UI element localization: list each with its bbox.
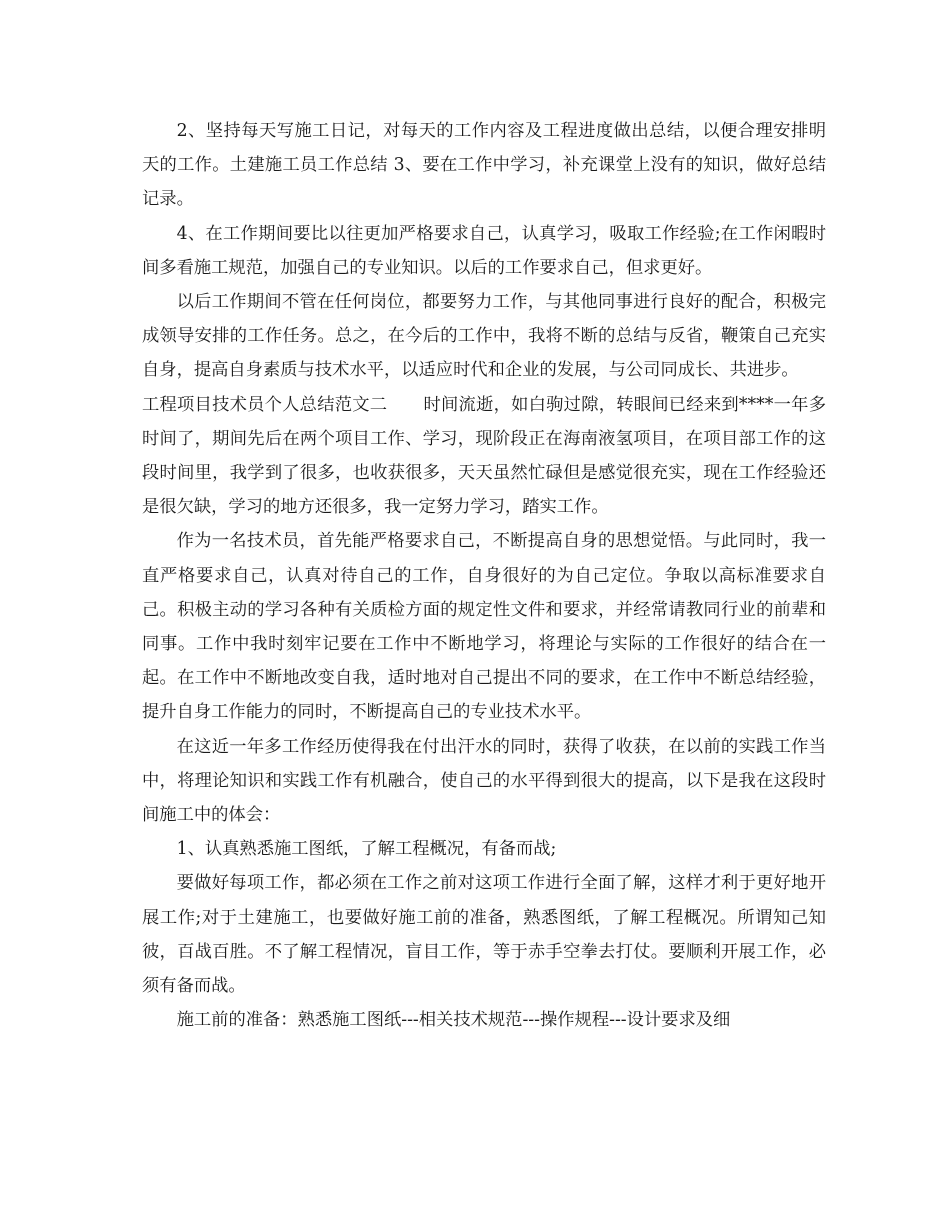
- section-intro: 时间流逝，如白驹过隙，转眼间已经来到****一年多时间了，期间先后在两个项目工作、学习，现阶段正在海南液氢项目，在项目部工作的这段时间里，我学到了很多，也收获很多，天天虽然忙碌但是感觉很充实，现在工作经验还是很欠缺，学习的地方还很多，我一定努力学习，踏实工作。: [142, 394, 826, 518]
- paragraph-point-one: 1、认真熟悉施工图纸，了解工程概况，有备而战;: [176, 839, 557, 860]
- paragraph-experience: 在这近一年多工作经历使得我在付出汗水的同时，获得了收获，在以前的实践工作当中，将理论知识和实践工作有机融合，使自己的水平得到很大的提高，以下是我在这段时间施工中的体会：: [142, 736, 826, 826]
- paragraph-future-work: 以后工作期间不管在任何岗位，都要努力工作，与其他同事进行良好的配合，积极完成领导安排的工作任务。总之，在今后的工作中，我将不断的总结与反省，鞭策自己充实自身，提高自身素质与技术水平，以适应时代和企业的发展，与公司同成长、共进步。: [142, 292, 826, 381]
- paragraph-strict-requirements: 4、在工作期间要比以往更加严格要求自己，认真学习，吸取工作经验;在工作闲暇时间多看施工规范，加强自己的专业知识。以后的工作要求自己，但求更好。: [142, 223, 826, 278]
- paragraph-daily-log: 2、坚持每天写施工日记，对每天的工作内容及工程进度做出总结，以便合理安排明天的工作。土建施工员工作总结 3、要在工作中学习，补充课堂上没有的知识，做好总结记录。: [142, 121, 826, 210]
- document-body: [142, 114, 826, 1037]
- paragraph-pre-construction: 施工前的准备：熟悉施工图纸---相关技术规范---操作规程---设计要求及细: [176, 1010, 731, 1031]
- section-title: 工程项目技术员个人总结范文二: [142, 394, 388, 415]
- section-heading-line: [142, 388, 826, 525]
- paragraph-preparation: 要做好每项工作，都必须在工作之前对这项工作进行全面了解，这样才利于更好地开展工作;对于土建施工，也要做好施工前的准备，熟悉图纸，了解工程概况。所谓知己知彼，百战百胜。不了解工程情况，盲目工作，等于赤手空拳去打仗。要顺利开展工作，必须有备而战。: [142, 873, 826, 997]
- paragraph-technician-role: 作为一名技术员，首先能严格要求自己，不断提高自身的思想觉悟。与此同时，我一直严格要求自己，认真对待自己的工作，自身很好的为自己定位。争取以高标准要求自己。积极主动的学习各种有关质检方面的规定性文件和要求，并经常请教同行业的前辈和同事。工作中我时刻牢记要在工作中不断地学习，将理论与实际的工作很好的结合在一起。在工作中不断地改变自我，适时地对自己提出不同的要求，在工作中不断总结经验，提升自身工作能力的同时，不断提高自己的专业技术水平。: [142, 531, 826, 723]
